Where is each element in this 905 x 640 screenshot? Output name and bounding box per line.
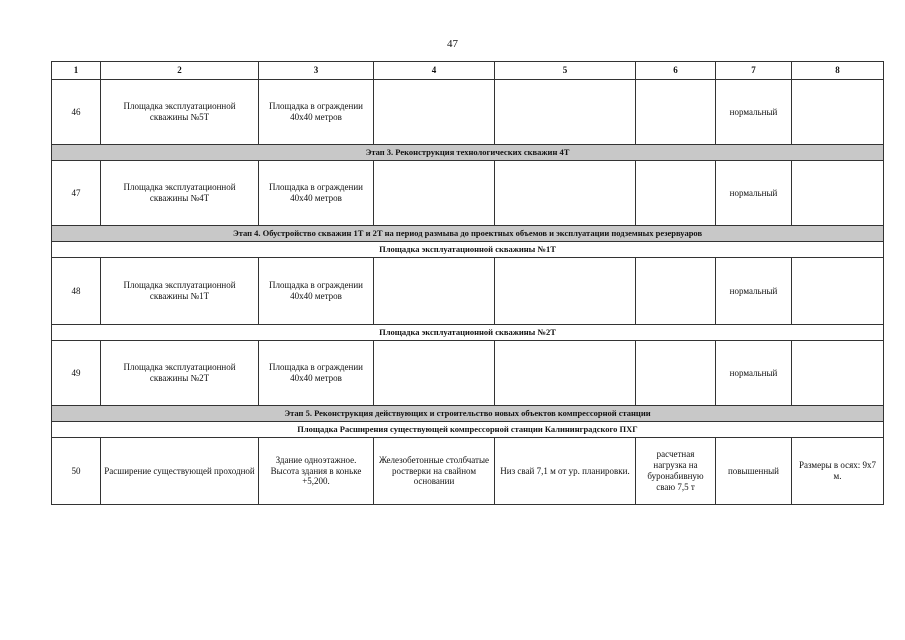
object-name: Площадка эксплуатационной скважины №4Т [101,161,259,226]
table-row [52,341,884,406]
column-header: 4 [374,62,495,80]
page-number: 47 [447,38,458,50]
object-description: Площадка в ограждении 40х40 метров [259,80,374,145]
cell-col5 [495,341,636,406]
table-row [52,438,884,505]
header-row [52,62,884,80]
cell-col4 [374,341,495,406]
row-number: 47 [52,161,101,226]
cell-col6 [636,161,716,226]
cell-col5: Низ свай 7,1 м от ур. планировки. [495,438,636,505]
cell-col5 [495,161,636,226]
object-description: Площадка в ограждении 40х40 метров [259,161,374,226]
column-header: 8 [792,62,884,80]
object-description: Здание одноэтажное. Высота здания в коньке +5,200. [259,438,374,505]
site-row [52,422,884,438]
column-header: 5 [495,62,636,80]
stage-title: Этап 3. Реконструкция технологических скважин 4Т [52,145,884,161]
site-row [52,242,884,258]
column-header: 1 [52,62,101,80]
row-number: 49 [52,341,101,406]
row-number: 50 [52,438,101,505]
column-header: 7 [716,62,792,80]
object-name: Расширение существующей проходной [101,438,259,505]
responsibility-level: нормальный [716,341,792,406]
site-title: Площадка Расширения существующей компрессорной станции Калининградского ПХГ [52,422,884,438]
responsibility-level: нормальный [716,258,792,325]
cell-col4 [374,161,495,226]
table-row [52,80,884,145]
object-name: Площадка эксплуатационной скважины №5Т [101,80,259,145]
row-number: 46 [52,80,101,145]
cell-col5 [495,80,636,145]
stage-title: Этап 4. Обустройство скважин 1Т и 2Т на период размыва до проектных объемов и эксплуатации подземных резервуаров [52,226,884,242]
cell-col4 [374,258,495,325]
object-name: Площадка эксплуатационной скважины №1Т [101,258,259,325]
object-description: Площадка в ограждении 40х40 метров [259,341,374,406]
column-header: 2 [101,62,259,80]
cell-col8 [792,161,884,226]
object-description: Площадка в ограждении 40х40 метров [259,258,374,325]
cell-col6 [636,258,716,325]
cell-col8: Размеры в осях: 9х7 м. [792,438,884,505]
cell-col6 [636,341,716,406]
row-number: 48 [52,258,101,325]
responsibility-level: нормальный [716,161,792,226]
table-row [52,161,884,226]
stage-row [52,226,884,242]
cell-col5 [495,258,636,325]
cell-col4 [374,80,495,145]
cell-col8 [792,258,884,325]
object-name: Площадка эксплуатационной скважины №2Т [101,341,259,406]
stage-title: Этап 5. Реконструкция действующих и строительство новых объектов компрессорной станции [52,406,884,422]
stage-row [52,406,884,422]
responsibility-level: нормальный [716,80,792,145]
site-title: Площадка эксплуатационной скважины №2Т [52,325,884,341]
cell-col8 [792,80,884,145]
site-row [52,325,884,341]
column-header: 3 [259,62,374,80]
cell-col6: расчетная нагрузка на буронабивную сваю 7,5 т [636,438,716,505]
table-row [52,258,884,325]
cell-col6 [636,80,716,145]
cell-col4: Железобетонные столбчатые ростверки на свайном основании [374,438,495,505]
site-title: Площадка эксплуатационной скважины №1Т [52,242,884,258]
responsibility-level: повышенный [716,438,792,505]
cell-col8 [792,341,884,406]
document-table [51,61,884,505]
stage-row [52,145,884,161]
column-header: 6 [636,62,716,80]
